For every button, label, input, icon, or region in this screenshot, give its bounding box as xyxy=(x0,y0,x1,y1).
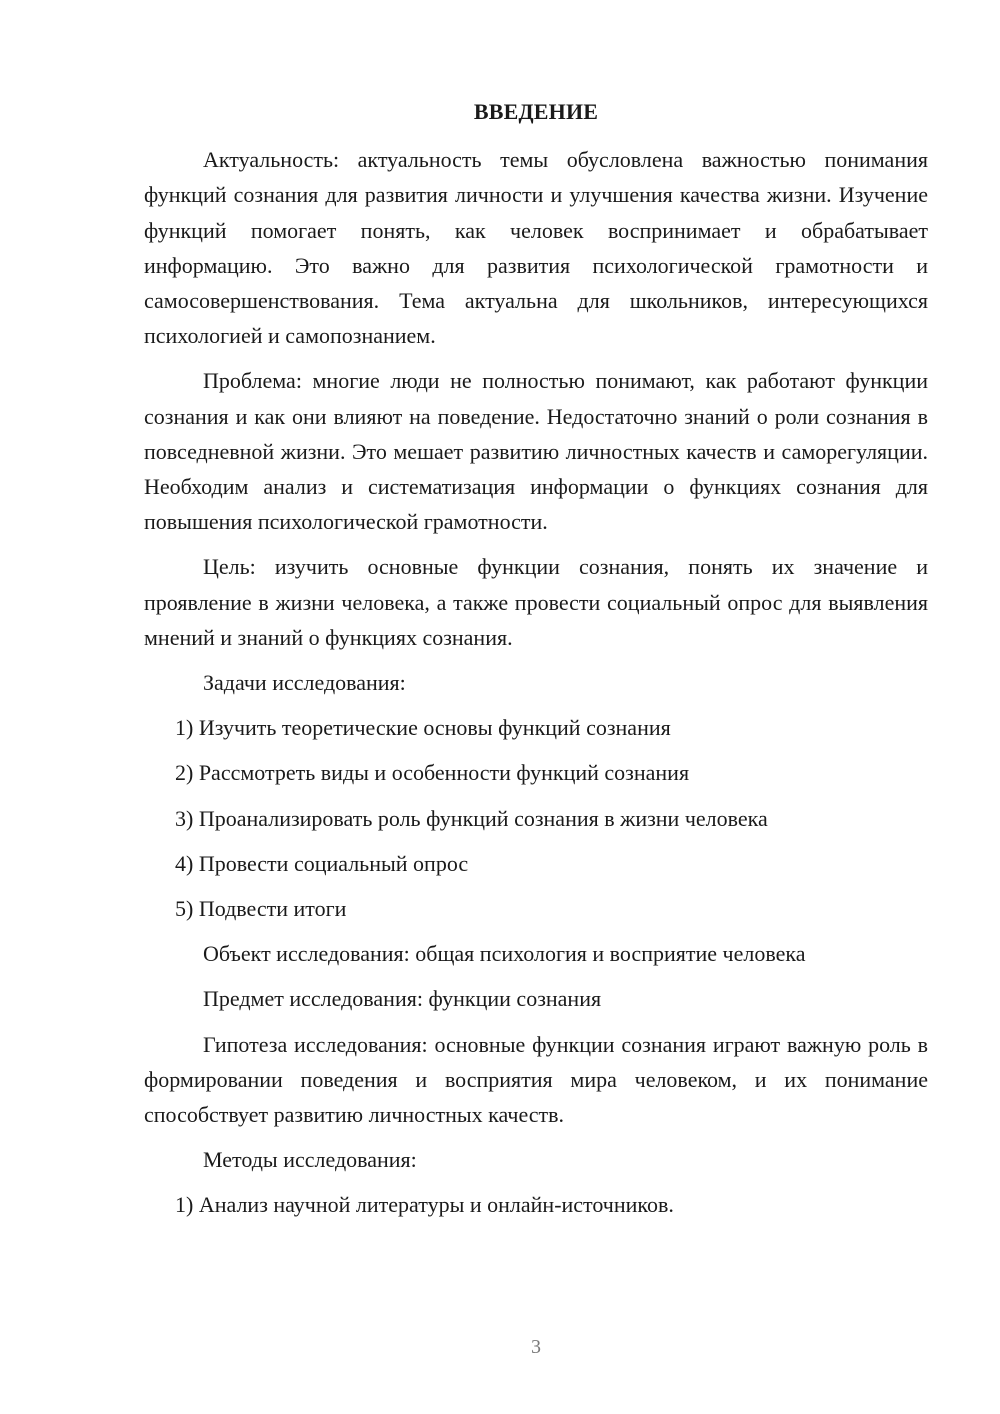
subject-line: Предмет исследования: функции сознания xyxy=(203,986,602,1012)
goal-paragraph: Цель: изучить основные функции сознания, понять их значение и проявление в жизни человека, а также провести социальный опрос для выявления мнений и знаний о функциях сознания. xyxy=(144,554,928,650)
method-item: 1) Анализ научной литературы и онлайн-источников. xyxy=(175,1192,674,1218)
tasks-label: Задачи исследования: xyxy=(203,670,406,696)
object-line: Объект исследования: общая психология и восприятие человека xyxy=(203,941,806,967)
task-item: 5) Подвести итоги xyxy=(175,896,347,922)
task-item: 4) Провести социальный опрос xyxy=(175,850,469,876)
task-item: 2) Рассмотреть виды и особенности функций сознания xyxy=(175,760,690,786)
task-item: 3) Проанализировать роль функций сознания в жизни человека xyxy=(175,805,768,831)
page-content xyxy=(144,94,928,1233)
hypothesis-paragraph: Гипотеза исследования: основные функции сознания играют важную роль в формировании поведения и восприятия мира человеком, и их понимание способствует развитию личностных качеств. xyxy=(144,1031,928,1128)
page-number: 3 xyxy=(531,1336,541,1358)
problem-paragraph: Проблема: многие люди не полностью понимают, как работают функции сознания и как они влияют на поведение. Недостаточно знаний о роли сознания в повседневной жизни. Это мешает развитию личностных качеств и саморегуляции. Необходим анализ и систематизация информации о функциях сознания для повышения психологической грамотности. xyxy=(144,368,928,535)
section-heading: ВВЕДЕНИЕ xyxy=(473,99,599,124)
relevance-paragraph: Актуальность: актуальность темы обусловлена важностью понимания функций сознания для развития личности и улучшения качества жизни. Изучение функций помогает понять, как человек воспринимает и обрабатывает информацию. Это важно для развития психологической грамотности и самосовершенствования. Тема актуальна для школьников, интересующихся психологией и самопознанием. xyxy=(144,147,928,349)
methods-label: Методы исследования: xyxy=(203,1147,417,1173)
task-item: 1) Изучить теоретические основы функций сознания xyxy=(175,715,671,741)
